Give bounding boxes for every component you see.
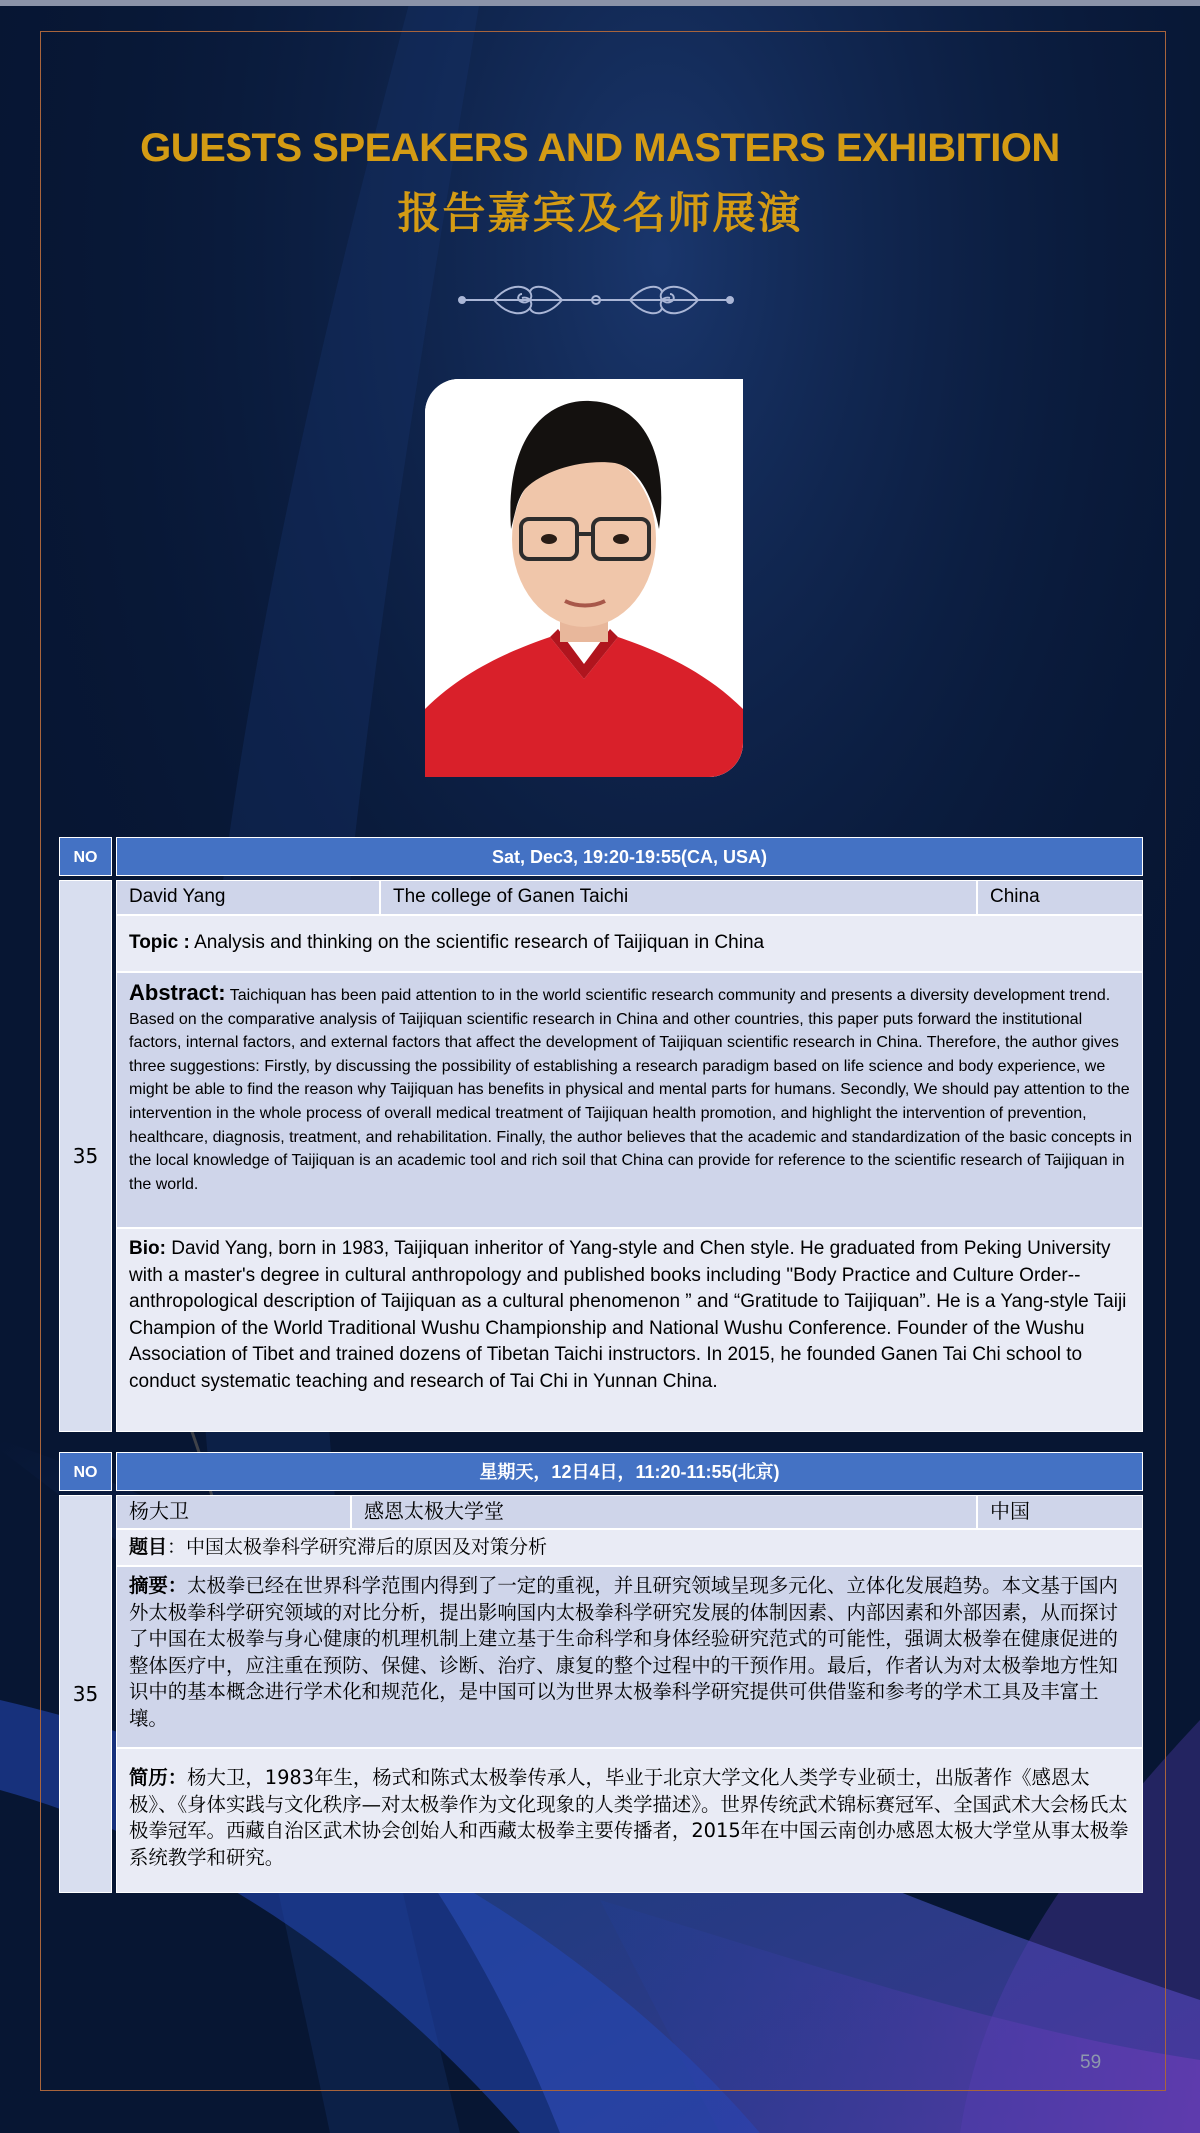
topic-label: 题目 [129,1536,168,1558]
speaker-portrait-icon [425,379,743,777]
speaker-country: China [977,880,1143,915]
abstract-row [116,1566,1143,1748]
topic-text: ：中国太极拳科学研究滞后的原因及对策分析 [167,1536,548,1558]
page-number: 59 [1080,2052,1102,2073]
speaker-photo [425,379,743,777]
speaker-institution: 感恩太极大学堂 [351,1495,977,1529]
abstract-label: 摘要： [129,1574,188,1597]
speaker-name: David Yang [116,880,380,915]
speaker-card-english [59,837,1143,1432]
title-english: GUESTS SPEAKERS AND MASTERS EXHIBITION [140,126,1060,170]
no-header: NO [59,837,112,876]
ornament-divider-icon [458,274,734,326]
bio-label: Bio: [129,1238,166,1259]
abstract-label: Abstract: [129,980,226,1005]
date-header: 星期天，12日4日，11:20-11:55(北京) [116,1452,1143,1491]
topic-row [116,1529,1143,1566]
topic-label: Topic : [129,932,190,953]
speaker-card-chinese [59,1452,1143,1893]
speaker-institution: The college of Ganen Taichi [380,880,977,915]
speaker-name: 杨大卫 [116,1495,351,1529]
bio-text: David Yang, born in 1983, Taijiquan inheritor of Yang-style and Chen style. He graduated from Peking University with a master's degree in cultural anthropology and published books including "Body Practice and Culture Order--anthropological description of Taijiquan as a cultural phenomenon ” and “Gratitude to Taijiquan”. He is a Yang-style Taiji Champion of the World Traditional Wushu Championship and National Wushu Conference. Founder of the Wushu Association of Tibet and trained dozens of Tibetan Taichi instructors. In 2015, he founded Ganen Tai Chi school to conduct systematic teaching and research of Tai Chi in Yunnan China. [129,1238,1127,1392]
date-header: Sat, Dec3, 19:20-19:55(CA, USA) [116,837,1143,876]
abstract-row [116,972,1143,1228]
speaker-number: 35 [59,880,112,1432]
abstract-text: 太极拳已经在世界科学范围内得到了一定的重视，并且研究领域呈现多元化、立体化发展趋势。本文基于国内外太极拳科学研究领域的对比分析，提出影响国内太极拳科学研究发展的体制因素、内部因素和外部因素，从而探讨了中国在太极拳与身心健康的机理机制上建立基于生命科学和身体经验研究范式的可能性，强调太极拳在健康促进的整体医疗中，应注重在预防、保健、诊断、治疗、康复的整个过程中的干预作用。最后，作者认为对太极拳地方性知识中的基本概念进行学术化和规范化，是中国可以为世界太极拳科学研究提供可供借鉴和参考的学术工具及丰富土壤。 [129,1574,1118,1730]
abstract-text: Taichiquan has been paid attention to in the world scientific research community and presents a diversity development trend. Based on the comparative analysis of Taijiquan scientific research in China and other countries, this paper puts forward the institutional factors, internal factors, and external factors that affect the development of Taijiquan scientific research in China. Therefore, the author gives three suggestions: Firstly, by discussing the possibility of establishing a research paradigm based on life science and body experience, we might be able to find the reason why Taijiquan has benefits in physical and mental parts for humans. Secondly, We should pay attention to the intervention in the whole process of overall medical treatment of Taijiquan health promotion, and highlight the intervention of prevention, healthcare, diagnosis, treatment, and rehabilitation. Finally, the author believes that the academic and standardization of the basic concepts in the local knowledge of Taijiquan is an academic tool and rich soil that China can provide for reference to the scientific research of Taijiquan in the world. [129,987,1132,1193]
speaker-number: 35 [59,1495,112,1893]
bio-label: 简历： [129,1766,188,1789]
bio-row [116,1748,1143,1893]
bio-text: 杨大卫，1983年生，杨式和陈式太极拳传承人，毕业于北京大学文化人类学专业硕士，出版著作《感恩太极》、《身体实践与文化秩序—对太极拳作为文化现象的人类学描述》。世界传统武术锦标赛冠军、全国武术大会杨氏太极拳冠军。西藏自治区武术协会创始人和西藏太极拳主要传播者，2015年在中国云南创办感恩太极大学堂从事太极拳系统教学和研究。 [129,1766,1129,1869]
top-bar [0,0,1200,6]
no-header: NO [59,1452,112,1491]
topic-row [116,915,1143,972]
speaker-country: 中国 [977,1495,1143,1529]
title-chinese: 报告嘉宾及名师展演 [397,189,803,239]
bio-row [116,1228,1143,1432]
topic-text: Analysis and thinking on the scientific research of Taijiquan in China [189,932,765,953]
